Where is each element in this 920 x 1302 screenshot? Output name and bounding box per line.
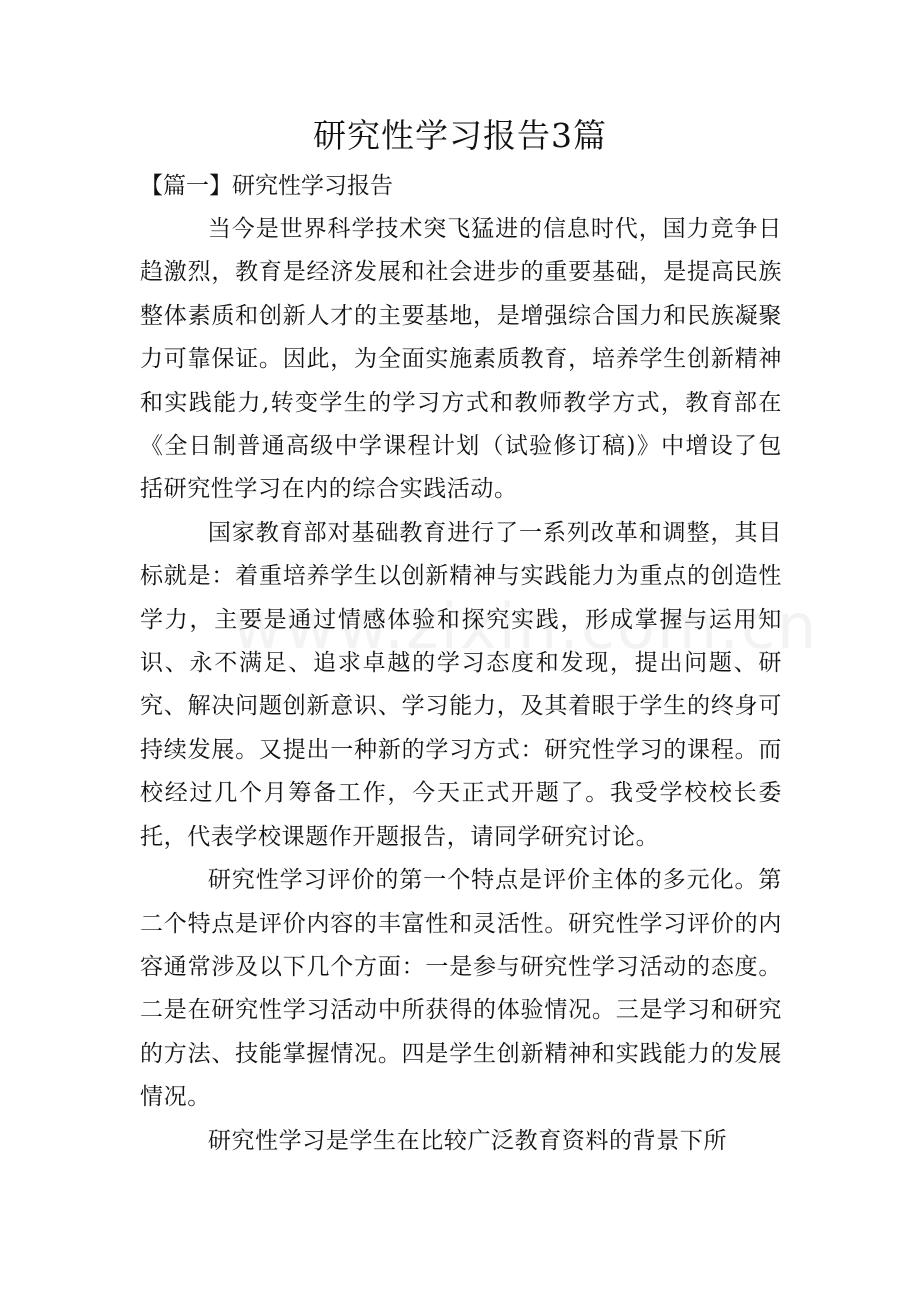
paragraph-4: 研究性学习是学生在比较广泛教育资料的背景下所: [207, 1127, 728, 1154]
section-heading: 【篇一】研究性学习报告: [140, 173, 393, 199]
paragraph-2: 国家教育部对基础教育进行了一系列改革和调整，其目标就是：着重培养学生以创新精神与实践能力为重点的创造性学力，主要是通过情感体验和探究实践，形成掌握与运用知识、永不满足、追求卓越的学习态度和发现，提出问题、研究、解决问题创新意识、学习能力，及其着眼于学生的终身可持续发展。又提出一种新的学习方式：研究性学习的课程。而校经过几个月筹备工作，今天正式开题了。我受学校校长委托，代表学校课题作开题报告，请同学研究讨论。: [140, 519, 782, 850]
document-body: [140, 208, 782, 1163]
paragraph-3: 研究性学习评价的第一个特点是评价主体的多元化。第二个特点是评价内容的丰富性和灵活性。研究性学习评价的内容通常涉及以下几个方面：一是参与研究性学习活动的态度。二是在研究性学习活动中所获得的体验情况。三是学习和研究的方法、技能掌握情况。四是学生创新精神和实践能力的发展情况。: [140, 867, 782, 1111]
paragraph-1: 当今是世界科学技术突飞猛进的信息时代，国力竞争日趋激烈，教育是经济发展和社会进步的重要基础，是提高民族整体素质和创新人才的主要基地，是增强综合国力和民族凝聚力可靠保证。因此，为全面实施素质教育，培养学生创新精神和实践能力,转变学生的学习方式和教师教学方式，教育部在《全日制普通高级中学课程计划（试验修订稿)》中增设了包括研究性学习在内的综合实践活动。: [140, 216, 782, 503]
document-title: 研究性学习报告3篇: [313, 116, 607, 155]
